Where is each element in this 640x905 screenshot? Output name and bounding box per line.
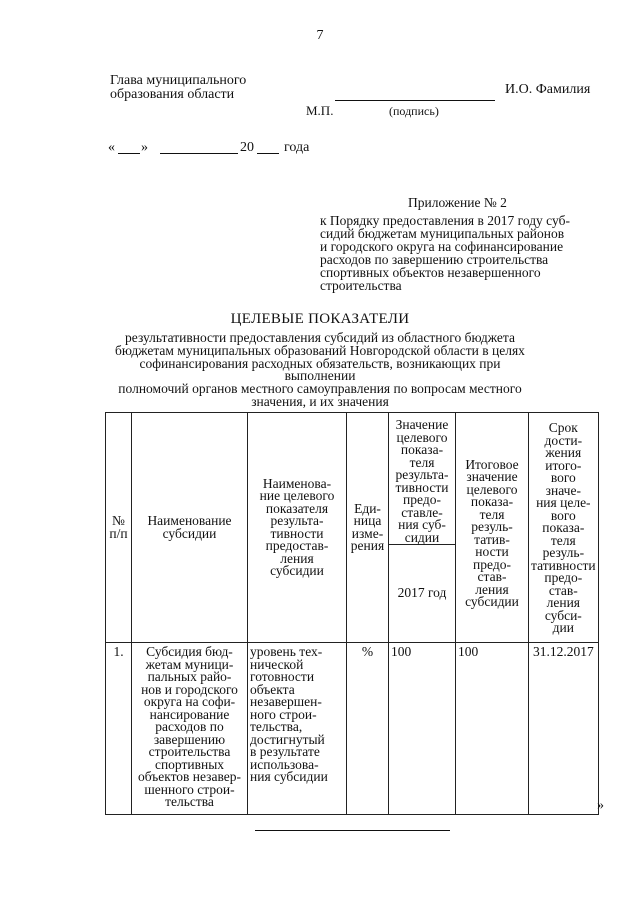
cell-line: предо-: [544, 570, 583, 586]
document-title: ЦЕЛЕВЫЕ ПОКАЗАТЕЛИ: [230, 311, 410, 327]
cell-line: теля: [550, 532, 576, 548]
cell-line: жения: [545, 445, 582, 461]
appendix-number: Приложение № 2: [408, 195, 507, 210]
cell-line: резуль-: [542, 545, 585, 561]
cell-line: объектов незавер-: [137, 769, 242, 784]
cell-line: вого: [550, 470, 576, 486]
signatory-name: И.О. Фамилия: [505, 82, 591, 97]
month-blank: [160, 153, 238, 154]
position-line-1: Глава муниципального: [110, 73, 247, 88]
cell-line: сидии: [404, 529, 440, 545]
cell-line: дости-: [544, 432, 583, 448]
cell-line: показа-: [400, 442, 444, 457]
cell-line: завершению: [153, 731, 226, 747]
cell-line: резуль-: [471, 519, 513, 534]
cell-line: показателя: [265, 500, 329, 516]
cell-line: субси-: [544, 607, 582, 623]
cell-line: ния целе-: [536, 495, 591, 511]
date-line: [108, 140, 328, 156]
row-deadline: 31.12.2017: [529, 643, 599, 815]
cell-line: тивности: [395, 479, 449, 495]
cell-line: пальных райо-: [147, 669, 232, 684]
cell-line: спортивных: [154, 756, 225, 772]
cell-line: субсидии: [270, 563, 324, 578]
header-total: [456, 413, 529, 643]
cell-line: нов и городского: [141, 681, 238, 697]
day-blank: [118, 153, 140, 154]
header-value: [389, 413, 456, 545]
cell-line: ности: [475, 544, 509, 559]
subtitle-line: полномочий органов местного самоуправления по вопросам местного: [118, 381, 522, 397]
stamp-label: М.П.: [306, 103, 334, 118]
row-value: 100: [389, 643, 456, 815]
appendix-line: сидий бюджетам муниципальных районов: [320, 226, 565, 241]
appendix-line: расходов по завершению строительства: [320, 252, 549, 267]
year-blank: [257, 153, 279, 154]
appendix-line: спортивных объектов незавершенного: [320, 265, 541, 280]
cell-line: тельства,: [250, 719, 303, 734]
cell-line: вого: [550, 507, 576, 523]
subtitle-line: значения, и их значения: [251, 393, 389, 409]
year-suffix: года: [284, 140, 310, 155]
cell-line: тельства: [165, 794, 214, 809]
cell-line: результа-: [395, 467, 449, 482]
cell-line: предо-: [403, 492, 441, 507]
indicators-table: [105, 412, 599, 815]
cell-line: дии: [552, 620, 574, 636]
header-num: [106, 413, 132, 643]
subtitle-line: результативности предоставления субсидий из областного бюджета: [125, 330, 515, 345]
cell-line: Субсидия бюд-: [146, 644, 233, 659]
cell-line: целевого: [396, 429, 448, 445]
cell-line: Значение: [395, 417, 449, 432]
cell-line: Итоговое: [465, 456, 519, 472]
cell-line: нической: [250, 656, 304, 672]
appendix-line: строительства: [320, 278, 402, 293]
cell-line: став-: [477, 569, 507, 584]
appendix-line: и городского округа на софинансирование: [320, 239, 564, 254]
cell-line: субсидии: [162, 525, 217, 541]
position-line-2: образования области: [110, 87, 235, 102]
cell-line: ления: [546, 595, 581, 611]
cell-line: объекта: [250, 681, 295, 697]
cell-line: став-: [548, 582, 578, 598]
appendix-line: к Порядку предоставления в 2017 году суб-: [320, 213, 570, 228]
cell-line: Еди-: [354, 500, 381, 516]
signatory-position: [110, 74, 246, 102]
cell-line: тивности: [270, 525, 324, 541]
header-unit: [347, 413, 389, 643]
row-total: 100: [456, 643, 529, 815]
page-number: 7: [316, 28, 324, 43]
cell-line: нансирование: [149, 706, 230, 722]
cell-line: Наименование: [147, 513, 232, 528]
year-prefix: 20: [240, 140, 254, 155]
cell-line: татив-: [474, 531, 510, 547]
cell-line: ставле-: [401, 504, 443, 520]
cell-line: субсидии: [465, 594, 519, 609]
cell-line: предостав-: [265, 538, 329, 553]
header-deadline: [529, 413, 599, 643]
cell-line: Срок: [548, 420, 578, 436]
cell-line: шенного строи-: [144, 781, 235, 797]
row-subsidy: [132, 643, 248, 815]
bottom-separator: [255, 830, 450, 831]
cell-line: значение: [466, 469, 518, 484]
cell-line: строительства: [148, 744, 231, 759]
cell-line: ние целевого: [259, 488, 335, 503]
date-close-quote: »: [141, 140, 148, 155]
row-indicator: [248, 643, 347, 815]
cell-line: уровень тех-: [250, 644, 323, 659]
appendix-block: [320, 196, 620, 292]
header-subsidy: [132, 413, 248, 643]
cell-line: целевого: [466, 481, 518, 497]
subtitle-line: софинансирования расходных обязательств, возникающих при выполнении: [139, 355, 501, 384]
document-subtitle: [115, 332, 525, 409]
cell-line: ница: [353, 513, 382, 528]
signature-caption: (подпись): [389, 104, 439, 118]
cell-line: предо-: [473, 556, 511, 572]
cell-line: незавершен-: [250, 694, 322, 709]
cell-line: показа-: [470, 494, 514, 509]
cell-line: достигнутый: [250, 731, 325, 747]
closing-quote: »: [597, 798, 604, 813]
cell-line: использова-: [250, 756, 319, 772]
header-indicator: [248, 413, 347, 643]
cell-line: готовности: [250, 669, 315, 684]
cell-line: результа-: [270, 513, 324, 528]
cell-line: показа-: [542, 520, 585, 536]
cell-line: Наименова-: [262, 475, 332, 491]
cell-line: в результате: [250, 744, 320, 759]
cell-line: ления: [475, 581, 509, 597]
cell-line: п/п: [109, 525, 128, 541]
cell-line: ления: [280, 550, 314, 566]
cell-line: №: [112, 513, 125, 528]
row-num: 1.: [106, 643, 132, 815]
cell-line: округа на софи-: [143, 694, 236, 709]
header-value-year: 2017 год: [389, 545, 456, 643]
cell-line: теля: [409, 454, 435, 470]
cell-line: изме-: [351, 525, 384, 541]
subtitle-line: бюджетам муниципальных образований Новгородской области в целях: [115, 342, 525, 358]
cell-line: теля: [479, 506, 505, 522]
row-unit: %: [347, 643, 389, 815]
cell-line: расходов по: [155, 719, 224, 734]
cell-line: ния суб-: [398, 517, 446, 532]
cell-line: тативности: [531, 557, 596, 573]
cell-line: ного строи-: [250, 706, 317, 722]
cell-line: жетам муници-: [145, 656, 234, 672]
cell-line: рения: [350, 538, 385, 553]
cell-line: значе-: [545, 482, 581, 498]
date-open-quote: «: [108, 140, 115, 155]
signature-rule: [335, 100, 495, 101]
cell-line: ния субсидии: [250, 769, 328, 784]
cell-line: итого-: [545, 457, 582, 473]
